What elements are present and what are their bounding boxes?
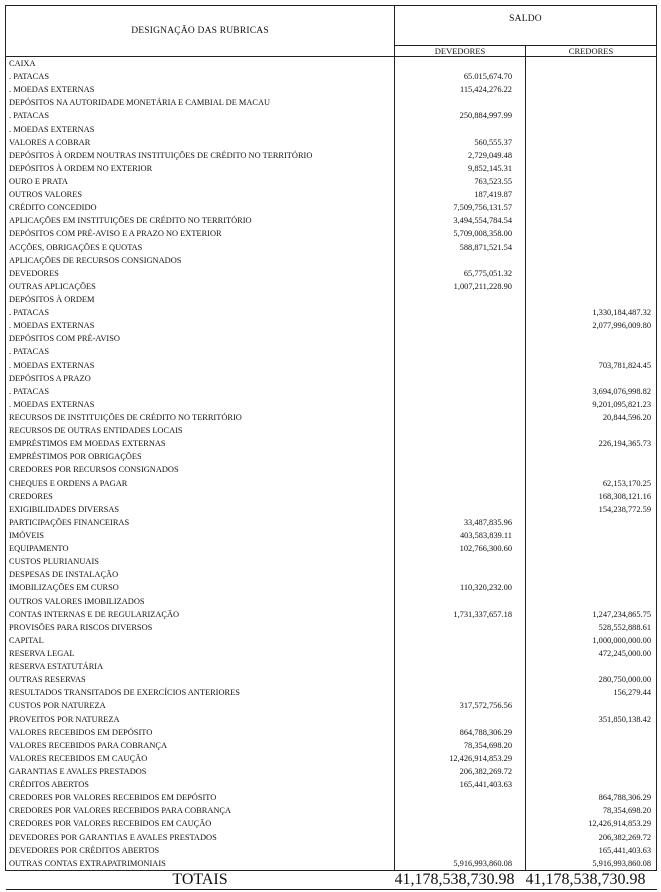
devedores-value bbox=[395, 424, 526, 437]
table-row bbox=[6, 306, 657, 319]
credores-value: 20,844,596.20 bbox=[526, 411, 657, 424]
devedores-value bbox=[395, 712, 526, 725]
account-name: CREDORES POR VALORES RECEBIDOS EM CAUÇÃO bbox=[6, 817, 395, 830]
credores-value bbox=[526, 109, 657, 122]
devedores-header: DEVEDORES bbox=[395, 46, 526, 57]
designacao-header: DESIGNAÇÃO DAS RUBRICAS bbox=[6, 6, 395, 57]
account-name: CRÉDITOS ABERTOS bbox=[6, 778, 395, 791]
credores-value: 528,552,888.61 bbox=[526, 621, 657, 634]
devedores-value bbox=[395, 503, 526, 516]
account-name: DESPESAS DE INSTALAÇÃO bbox=[6, 568, 395, 581]
credores-value bbox=[526, 188, 657, 201]
table-row bbox=[6, 267, 657, 280]
account-name: RECURSOS DE INSTITUIÇÕES DE CRÉDITO NO TERRITÓRIO bbox=[6, 411, 395, 424]
devedores-value: 102,766,300.60 bbox=[395, 542, 526, 555]
credores-value bbox=[526, 542, 657, 555]
devedores-value bbox=[395, 332, 526, 345]
account-name: DEPÓSITOS COM PRÉ-AVISO E A PRAZO NO EXTERIOR bbox=[6, 227, 395, 240]
table-row bbox=[6, 817, 657, 830]
devedores-value: 560,555.37 bbox=[395, 136, 526, 149]
devedores-value bbox=[395, 293, 526, 306]
table-row bbox=[6, 227, 657, 240]
devedores-value bbox=[395, 660, 526, 673]
credores-value: 154,238,772.59 bbox=[526, 503, 657, 516]
credores-value bbox=[526, 765, 657, 778]
table-row bbox=[6, 503, 657, 516]
table-row bbox=[6, 201, 657, 214]
devedores-value: 317,572,756.56 bbox=[395, 699, 526, 712]
table-row bbox=[6, 594, 657, 607]
account-name: CREDORES POR RECURSOS CONSIGNADOS bbox=[6, 463, 395, 476]
table-row bbox=[6, 712, 657, 725]
account-name: RESULTADOS TRANSITADOS DE EXERCÍCIOS ANTERIORES bbox=[6, 686, 395, 699]
devedores-value bbox=[395, 123, 526, 136]
devedores-value: 187,419.87 bbox=[395, 188, 526, 201]
account-name: APLICAÇÕES EM INSTITUIÇÕES DE CRÉDITO NO TERRITÓRIO bbox=[6, 214, 395, 227]
table-row bbox=[6, 123, 657, 136]
credores-value bbox=[526, 227, 657, 240]
devedores-value bbox=[395, 463, 526, 476]
devedores-value bbox=[395, 254, 526, 267]
account-name: . MOEDAS EXTERNAS bbox=[6, 398, 395, 411]
account-name: . MOEDAS EXTERNAS bbox=[6, 123, 395, 136]
credores-value bbox=[526, 568, 657, 581]
devedores-value bbox=[395, 385, 526, 398]
devedores-value bbox=[395, 477, 526, 490]
devedores-value bbox=[395, 568, 526, 581]
account-name: CAPITAL bbox=[6, 634, 395, 647]
account-name: DEPÓSITOS NA AUTORIDADE MONETÁRIA E CAMBIAL DE MACAU bbox=[6, 96, 395, 109]
credores-value bbox=[526, 345, 657, 358]
table-row bbox=[6, 411, 657, 424]
accounts-table bbox=[5, 5, 657, 890]
account-name: . PATACAS bbox=[6, 70, 395, 83]
account-name: CUSTOS PLURIANUAIS bbox=[6, 555, 395, 568]
devedores-value bbox=[395, 621, 526, 634]
devedores-value: 12,426,914,853.29 bbox=[395, 752, 526, 765]
credores-value bbox=[526, 123, 657, 136]
table-row bbox=[6, 686, 657, 699]
account-name: GARANTIAS E AVALES PRESTADOS bbox=[6, 765, 395, 778]
account-name: OURO E PRATA bbox=[6, 175, 395, 188]
devedores-value: 110,320,232.00 bbox=[395, 581, 526, 594]
credores-value bbox=[526, 136, 657, 149]
credores-value: 351,850,138.42 bbox=[526, 712, 657, 725]
credores-value bbox=[526, 726, 657, 739]
devedores-value: 2,729,049.48 bbox=[395, 149, 526, 162]
devedores-value bbox=[395, 817, 526, 830]
credores-value bbox=[526, 752, 657, 765]
table-row bbox=[6, 529, 657, 542]
table-row bbox=[6, 490, 657, 503]
credores-value: 1,330,184,487.32 bbox=[526, 306, 657, 319]
account-name: . PATACAS bbox=[6, 385, 395, 398]
table-row bbox=[6, 568, 657, 581]
credores-value: 3,694,076,998.82 bbox=[526, 385, 657, 398]
account-name: EQUIPAMENTO bbox=[6, 542, 395, 555]
table-row bbox=[6, 175, 657, 188]
table-row bbox=[6, 621, 657, 634]
account-name: PROVISÕES PARA RISCOS DIVERSOS bbox=[6, 621, 395, 634]
credores-value: 2,077,996,009.80 bbox=[526, 319, 657, 332]
table-row bbox=[6, 188, 657, 201]
account-name: DEPÓSITOS COM PRÉ-AVISO bbox=[6, 332, 395, 345]
table-row bbox=[6, 844, 657, 857]
credores-value bbox=[526, 96, 657, 109]
devedores-value: 65,775,051.32 bbox=[395, 267, 526, 280]
credores-value: 280,750,000.00 bbox=[526, 673, 657, 686]
devedores-value bbox=[395, 555, 526, 568]
account-name: EMPRÉSTIMOS EM MOEDAS EXTERNAS bbox=[6, 437, 395, 450]
credores-value bbox=[526, 594, 657, 607]
account-name: APLICAÇÕES DE RECURSOS CONSIGNADOS bbox=[6, 254, 395, 267]
credores-value: 1,000,000,000.00 bbox=[526, 634, 657, 647]
devedores-value: 1,007,211,228.90 bbox=[395, 280, 526, 293]
account-name: EXIGIBILIDADES DIVERSAS bbox=[6, 503, 395, 516]
account-name: . MOEDAS EXTERNAS bbox=[6, 319, 395, 332]
table-row bbox=[6, 437, 657, 450]
credores-value: 226,194,365.73 bbox=[526, 437, 657, 450]
account-name: VALORES RECEBIDOS EM DEPÓSITO bbox=[6, 726, 395, 739]
account-name: RECURSOS DE OUTRAS ENTIDADES LOCAIS bbox=[6, 424, 395, 437]
devedores-value: 165,441,403.63 bbox=[395, 778, 526, 791]
devedores-value bbox=[395, 490, 526, 503]
devedores-value bbox=[395, 96, 526, 109]
credores-value: 1,247,234,865.75 bbox=[526, 608, 657, 621]
credores-value bbox=[526, 214, 657, 227]
account-name: DEPÓSITOS A PRAZO bbox=[6, 372, 395, 385]
credores-value bbox=[526, 516, 657, 529]
devedores-value: 9,852,145.31 bbox=[395, 162, 526, 175]
devedores-value: 864,788,306.29 bbox=[395, 726, 526, 739]
devedores-value bbox=[395, 450, 526, 463]
devedores-value bbox=[395, 359, 526, 372]
totals-credores: 41,178,538,730.98 bbox=[526, 870, 657, 889]
devedores-value: 250,884,997.99 bbox=[395, 109, 526, 122]
account-name: . PATACAS bbox=[6, 306, 395, 319]
credores-value: 472,245,000.00 bbox=[526, 647, 657, 660]
devedores-value: 3,494,554,784.54 bbox=[395, 214, 526, 227]
credores-value bbox=[526, 739, 657, 752]
table-row bbox=[6, 791, 657, 804]
credores-value bbox=[526, 254, 657, 267]
devedores-value bbox=[395, 791, 526, 804]
table-row bbox=[6, 765, 657, 778]
table-row bbox=[6, 542, 657, 555]
credores-value bbox=[526, 463, 657, 476]
credores-value: 864,788,306.29 bbox=[526, 791, 657, 804]
account-name: VALORES RECEBIDOS PARA COBRANÇA bbox=[6, 739, 395, 752]
devedores-value: 588,871,521.54 bbox=[395, 241, 526, 254]
table-row bbox=[6, 424, 657, 437]
table-row bbox=[6, 96, 657, 109]
account-name: DEPÓSITOS À ORDEM bbox=[6, 293, 395, 306]
table-row bbox=[6, 555, 657, 568]
table-row bbox=[6, 241, 657, 254]
credores-value: 62,153,170.25 bbox=[526, 477, 657, 490]
credores-value bbox=[526, 424, 657, 437]
devedores-value bbox=[395, 306, 526, 319]
credores-value: 9,201,095,821.23 bbox=[526, 398, 657, 411]
credores-value: 5,916,993,860.08 bbox=[526, 857, 657, 871]
credores-value: 78,354,698.20 bbox=[526, 804, 657, 817]
table-row bbox=[6, 857, 657, 871]
account-name: . MOEDAS EXTERNAS bbox=[6, 359, 395, 372]
credores-value bbox=[526, 175, 657, 188]
table-row bbox=[6, 149, 657, 162]
credores-value bbox=[526, 778, 657, 791]
credores-value: 156,279.44 bbox=[526, 686, 657, 699]
credores-value bbox=[526, 149, 657, 162]
devedores-value: 1,731,337,657.18 bbox=[395, 608, 526, 621]
devedores-value: 763,523.55 bbox=[395, 175, 526, 188]
account-name: PARTICIPAÇÕES FINANCEIRAS bbox=[6, 516, 395, 529]
devedores-value bbox=[395, 686, 526, 699]
table-row bbox=[6, 109, 657, 122]
table-row bbox=[6, 83, 657, 96]
credores-value bbox=[526, 372, 657, 385]
table-row bbox=[6, 385, 657, 398]
table-row bbox=[6, 516, 657, 529]
account-name: OUTRAS CONTAS EXTRAPATRIMONIAIS bbox=[6, 857, 395, 871]
table-body bbox=[6, 57, 657, 871]
account-name: VALORES RECEBIDOS EM CAUÇÃO bbox=[6, 752, 395, 765]
account-name: DEVEDORES POR GARANTIAS E AVALES PRESTADOS bbox=[6, 830, 395, 843]
account-name: ACÇÕES, OBRIGAÇÕES E QUOTAS bbox=[6, 241, 395, 254]
table-row bbox=[6, 280, 657, 293]
account-name: . PATACAS bbox=[6, 345, 395, 358]
account-name: OUTROS VALORES IMOBILIZADOS bbox=[6, 594, 395, 607]
credores-value: 703,781,824.45 bbox=[526, 359, 657, 372]
credores-value bbox=[526, 267, 657, 280]
account-name: CREDORES bbox=[6, 490, 395, 503]
account-name: RESERVA ESTATUTÁRIA bbox=[6, 660, 395, 673]
table-row bbox=[6, 450, 657, 463]
table-row bbox=[6, 739, 657, 752]
account-name: VALORES A COBRAR bbox=[6, 136, 395, 149]
credores-value bbox=[526, 450, 657, 463]
devedores-value bbox=[395, 411, 526, 424]
totals-devedores: 41,178,538,730.98 bbox=[395, 870, 526, 889]
table-row bbox=[6, 332, 657, 345]
account-name: DEVEDORES POR CRÉDITOS ABERTOS bbox=[6, 844, 395, 857]
devedores-value: 5,916,993,860.08 bbox=[395, 857, 526, 871]
table-row bbox=[6, 752, 657, 765]
account-name: EMPRÉSTIMOS POR OBRIGAÇÕES bbox=[6, 450, 395, 463]
totals-row bbox=[6, 870, 657, 889]
devedores-value bbox=[395, 647, 526, 660]
table-row bbox=[6, 214, 657, 227]
account-name: CAIXA bbox=[6, 57, 395, 71]
table-row bbox=[6, 699, 657, 712]
devedores-value: 33,487,835.96 bbox=[395, 516, 526, 529]
account-name: CREDORES POR VALORES RECEBIDOS EM DEPÓSITO bbox=[6, 791, 395, 804]
credores-value bbox=[526, 201, 657, 214]
account-name: . MOEDAS EXTERNAS bbox=[6, 83, 395, 96]
devedores-value bbox=[395, 57, 526, 71]
table-row bbox=[6, 70, 657, 83]
devedores-value bbox=[395, 844, 526, 857]
credores-value bbox=[526, 581, 657, 594]
table-row bbox=[6, 608, 657, 621]
credores-value bbox=[526, 660, 657, 673]
account-name: DEPÓSITOS À ORDEM NO EXTERIOR bbox=[6, 162, 395, 175]
account-name: CONTAS INTERNAS E DE REGULARIZAÇÃO bbox=[6, 608, 395, 621]
account-name: RESERVA LEGAL bbox=[6, 647, 395, 660]
devedores-value bbox=[395, 437, 526, 450]
devedores-value bbox=[395, 398, 526, 411]
devedores-value: 403,583,839.11 bbox=[395, 529, 526, 542]
table-row bbox=[6, 634, 657, 647]
table-row bbox=[6, 463, 657, 476]
devedores-value: 206,382,269.72 bbox=[395, 765, 526, 778]
credores-value bbox=[526, 332, 657, 345]
account-name: OUTRAS APLICAÇÕES bbox=[6, 280, 395, 293]
credores-value: 168,308,121.16 bbox=[526, 490, 657, 503]
table-row bbox=[6, 477, 657, 490]
credores-value bbox=[526, 57, 657, 71]
devedores-value bbox=[395, 830, 526, 843]
table-row bbox=[6, 660, 657, 673]
account-name: CHEQUES E ORDENS A PAGAR bbox=[6, 477, 395, 490]
devedores-value bbox=[395, 372, 526, 385]
devedores-value bbox=[395, 345, 526, 358]
table-row bbox=[6, 778, 657, 791]
table-row bbox=[6, 726, 657, 739]
credores-value bbox=[526, 555, 657, 568]
table-row bbox=[6, 647, 657, 660]
devedores-value bbox=[395, 673, 526, 686]
table-row bbox=[6, 319, 657, 332]
devedores-value: 115,424,276.22 bbox=[395, 83, 526, 96]
table-row bbox=[6, 804, 657, 817]
table-row bbox=[6, 57, 657, 71]
saldo-header: SALDO bbox=[395, 6, 657, 46]
account-name: . PATACAS bbox=[6, 109, 395, 122]
credores-value bbox=[526, 293, 657, 306]
account-name: IMOBILIZAÇÕES EM CURSO bbox=[6, 581, 395, 594]
credores-value bbox=[526, 162, 657, 175]
credores-value bbox=[526, 699, 657, 712]
table-row bbox=[6, 293, 657, 306]
table-row bbox=[6, 254, 657, 267]
devedores-value: 5,709,008,358.00 bbox=[395, 227, 526, 240]
account-name: CRÉDITO CONCEDIDO bbox=[6, 201, 395, 214]
table-row bbox=[6, 398, 657, 411]
table-row bbox=[6, 372, 657, 385]
credores-header: CREDORES bbox=[526, 46, 657, 57]
account-name: IMÓVEIS bbox=[6, 529, 395, 542]
table-row bbox=[6, 136, 657, 149]
table-row bbox=[6, 162, 657, 175]
account-name: CREDORES POR VALORES RECEBIDOS PARA COBRANÇA bbox=[6, 804, 395, 817]
credores-value bbox=[526, 241, 657, 254]
credores-value: 165,441,403.63 bbox=[526, 844, 657, 857]
credores-value: 206,382,269.72 bbox=[526, 830, 657, 843]
account-name: CUSTOS POR NATUREZA bbox=[6, 699, 395, 712]
table-row bbox=[6, 581, 657, 594]
devedores-value bbox=[395, 804, 526, 817]
credores-value bbox=[526, 70, 657, 83]
devedores-value: 65.015,674.70 bbox=[395, 70, 526, 83]
table-row bbox=[6, 830, 657, 843]
account-name: OUTROS VALORES bbox=[6, 188, 395, 201]
devedores-value: 7,509,756,131.57 bbox=[395, 201, 526, 214]
table-row bbox=[6, 345, 657, 358]
credores-value: 12,426,914,853.29 bbox=[526, 817, 657, 830]
credores-value bbox=[526, 529, 657, 542]
totals-label: TOTAIS bbox=[6, 870, 395, 889]
devedores-value bbox=[395, 634, 526, 647]
account-name: OUTRAS RESERVAS bbox=[6, 673, 395, 686]
account-name: DEPÓSITOS À ORDEM NOUTRAS INSTITUIÇÕES DE CRÉDITO NO TERRITÓRIO bbox=[6, 149, 395, 162]
account-name: DEVEDORES bbox=[6, 267, 395, 280]
credores-value bbox=[526, 280, 657, 293]
credores-value bbox=[526, 83, 657, 96]
devedores-value: 78,354,698.20 bbox=[395, 739, 526, 752]
account-name: PROVEITOS POR NATUREZA bbox=[6, 712, 395, 725]
devedores-value bbox=[395, 594, 526, 607]
devedores-value bbox=[395, 319, 526, 332]
table-row bbox=[6, 673, 657, 686]
balance-sheet bbox=[5, 5, 656, 890]
table-row bbox=[6, 359, 657, 372]
